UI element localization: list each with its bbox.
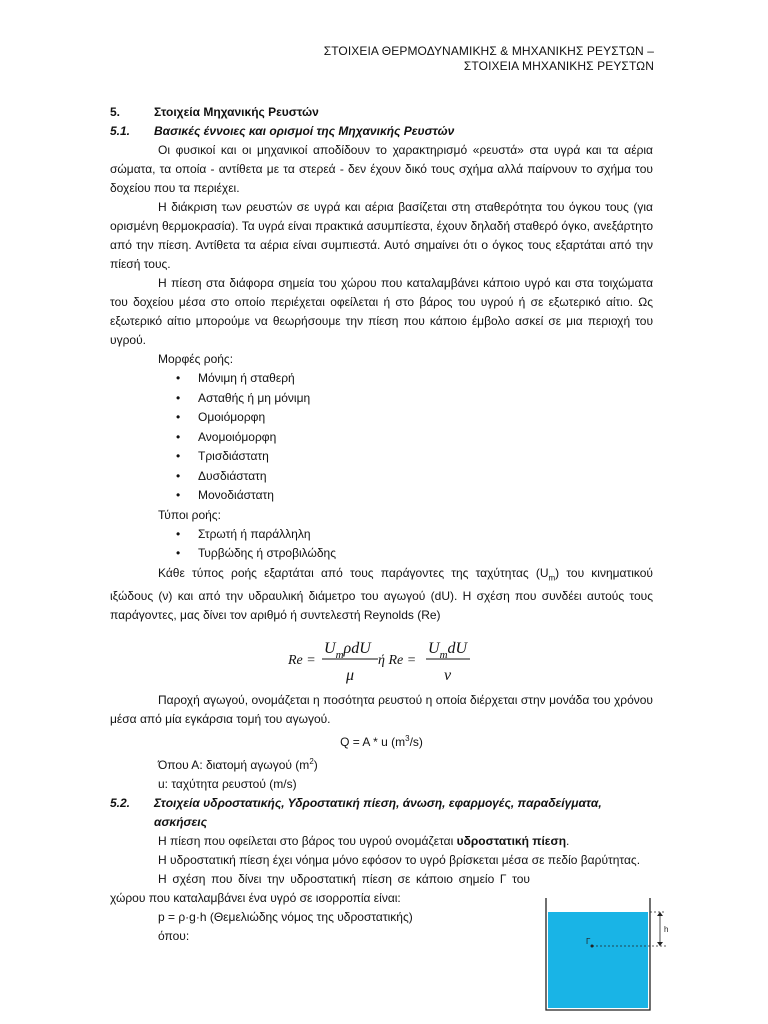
formula-lhs-1: Re = (288, 652, 316, 668)
section-title: Βασικές έννοιες και ορισμοί της Μηχανικής Ρευστών (154, 124, 455, 138)
section-title: Στοιχεία υδροστατικής, Υδροστατική πίεση, άνωση, εφαρμογές, παραδείγματα, ασκήσεις (154, 795, 602, 829)
flow-types-label: Τύποι ροής: (158, 507, 221, 522)
list-item: • Ανομοιόμορφη (110, 428, 653, 448)
paragraph-liquids-gases: Η διάκριση των ρευστών σε υγρά και αέρια βασίζεται στη σταθερότητα του όγκου τους (για ορισμένη θερμοκρασία). Τα υγρά είναι πρακτικά ασυμπίεστα, έχουν δηλαδή σταθερό όγκο, ανεξάρτητο από την πίεση. Αντίθετα τα αέρια είναι συμπιεστά. Αυτό σημαίνει ότι ο όγκος τους εξαρτάται από την πίεσή τους. (110, 200, 653, 271)
point-label: Γ (586, 937, 591, 946)
where-label: όπου: (158, 928, 190, 943)
water-fill (548, 912, 648, 1008)
section-5-2-heading (110, 794, 653, 832)
where-area: Όπου Α: διατομή αγωγού $(m^2)$ (158, 756, 318, 772)
formula-den-2: ν (444, 666, 452, 684)
flow-forms-label: Μορφές ροής: (158, 352, 234, 366)
paragraph-reynolds: Κάθε τύπος ροής εξαρτάται από τους παράγοντες της ταχύτητας $(U_m)$ του κινηματικού ιξώδους (ν) και από την υδραυλική διάμετρο του αγωγού (dU). Η σχέση που συνδέει αυτούς τους παράγοντες, μας δίνει τον αριθμό ή συντελεστή Reynolds (Re) (110, 565, 653, 622)
where-velocity: u: ταχύτητα ρευστού (m/s) (158, 776, 297, 791)
formula-num-2: $U_mdU$ (428, 639, 468, 661)
height-label: h (664, 925, 669, 934)
flow-forms-list (110, 369, 653, 506)
formula-den-1: μ (346, 666, 355, 684)
header-line-1: ΣΤΟΙΧΕΙΑ ΘΕΡΜΟΔΥΝΑΜΙΚΗΣ & ΜΗΧΑΝΙΚΗΣ ΡΕΥΣΤΩΝ – (323, 44, 654, 58)
arrow-up (657, 912, 663, 916)
list-item: • Δυσδιάστατη (110, 467, 653, 487)
arrow-down (657, 942, 663, 946)
list-item: • Ασταθής ή μη μόνιμη (110, 389, 653, 409)
list-item: • Τυρβώδης ή στροβιλώδης (110, 544, 653, 564)
list-item: • Μονοδιάστατη (110, 486, 653, 506)
list-item: • Στρωτή ή παράλληλη (110, 525, 653, 545)
paragraph-discharge: Παροχή αγωγού, ονομάζεται η ποσότητα ρευστού η οποία διέρχεται στην μονάδα του χρόνου μέσα από μία εγκάρσια τομή του αγωγού. (110, 692, 653, 726)
list-item: • Τρισδιάστατη (110, 447, 653, 467)
paragraph-pressure: Η πίεση στα διάφορα σημεία του χώρου που καταλαμβάνει κάποιο υγρό και στα τοιχώματα του δοχείου μέσα στο οποίο περιέχεται οφείλεται ή στο βάρος του υγρού ή σε εξωτερικό αίτιο. Ως εξωτερικό αίτιο μπορούμε να θεωρήσουμε την πίεση που κάποιο έμβολο ασκεί σε μια περιοχή του υγρού. (110, 276, 653, 347)
discharge-formula: Q = A * u $(m^3/s)$ (340, 733, 423, 749)
hydrostatic-tank-figure (540, 896, 690, 1020)
running-header (324, 44, 654, 74)
list-item: • Ομοιόμορφη (110, 408, 653, 428)
hydrostatic-law: p = ρ·g·h (Θεμελιώδης νόμος της υδροστατικής) (158, 909, 413, 924)
section-title: Στοιχεία Μηχανικής Ρευστών (154, 105, 319, 119)
section-5-heading (110, 103, 653, 122)
section-number: 5.1. (110, 124, 131, 138)
paragraph-hydrostatic-definition: Η πίεση που οφείλεται στο βάρος του υγρού ονομάζεται υδροστατική πίεση. (158, 833, 570, 848)
list-item: • Μόνιμη ή σταθερή (110, 369, 653, 389)
paragraph-point-pressure: Η σχέση που δίνει την υδροστατική πίεση σε κάποιο σημείο Γ του χώρου που καταλαμβάνει ένα υγρό σε ισορροπία είναι: (110, 871, 530, 905)
page-content (110, 103, 653, 946)
section-number: 5.2. (110, 795, 131, 810)
section-number: 5. (110, 105, 121, 119)
flow-types-list (110, 525, 653, 564)
header-line-2: ΣΤΟΙΧΕΙΑ ΜΗΧΑΝΙΚΗΣ ΡΕΥΣΤΩΝ (463, 59, 654, 73)
section-5-1-heading (110, 122, 653, 141)
formula-mid: ή Re = (378, 652, 417, 668)
paragraph-gravity-field: Η υδροστατική πίεση έχει νόημα μόνο εφόσον το υγρό βρίσκεται μέσα σε πεδίο βαρύτητας. (158, 852, 641, 867)
reynolds-formula-svg (110, 625, 653, 691)
formula-num-1: $U_m\rho dU$ (324, 639, 371, 661)
reynolds-formula (110, 625, 653, 691)
paragraph-fluids-definition: Οι φυσικοί και οι μηχανικοί αποδίδουν το χαρακτηρισμό «ρευστά» στα υγρά και τα αέρια σώματα, τα οποία - αντίθετα με τα στερεά - δεν έχουν δικό τους σχήμα αλλά παίρνουν το σχήμα του δοχείου που τα περιέχει. (110, 143, 653, 195)
point-marker (591, 945, 594, 948)
